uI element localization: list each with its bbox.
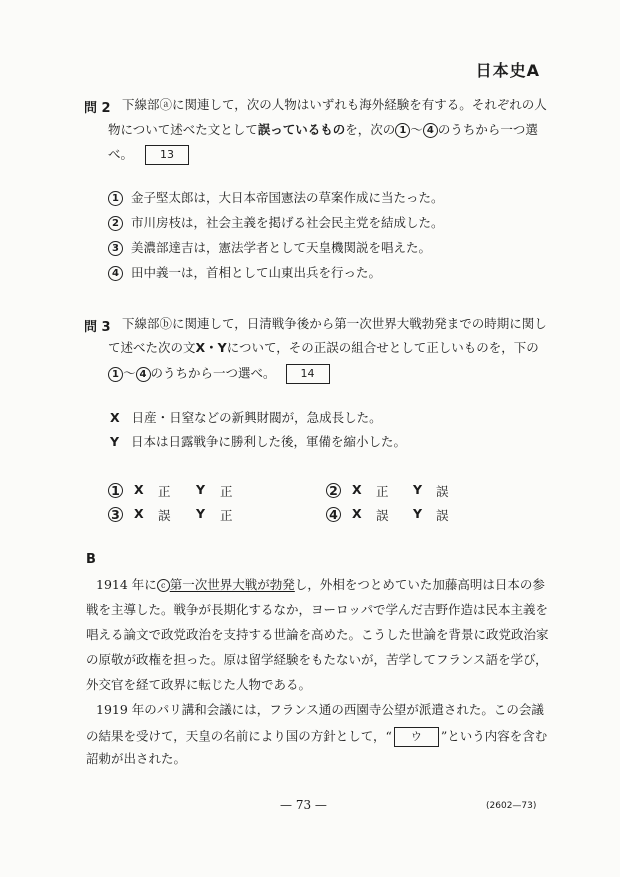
q2-option-4 [108,265,381,281]
q2-line-2e: のうちから一つ選 [437,122,538,137]
q2-emphasis: 誤っているもの [257,122,346,137]
circled-number-icon: 2 [108,216,123,231]
q3-line-1: 下線部ⓑに関連して，日清戦争後から第一次世界大戦勃発までの時期に関し [122,316,547,331]
page-code: (2602—73) [486,801,537,811]
circled-number-icon: 4 [108,266,123,281]
q2-option-text: 美濃部達吉は，憲法学者として天皇機関説を唱えた。 [130,240,431,255]
answer-box-14: 14 [286,364,330,384]
b-text: 1914 年に [96,577,157,592]
b-para2-line2 [86,727,547,747]
b-para1-line3: 唱える論文で政党政治を支持する世論を高めた。こうした世論を背景に政党政治家 [86,627,549,642]
b-text: し，外相をつとめていた加藤高明は日本の参 [294,577,545,592]
b-para1-line4: の原敬が政権を担った。原は留学経験をもたないが，苦学してフランス語を学び， [86,652,548,667]
q3-line-2 [108,340,539,356]
page-number: — 73 — [280,798,327,812]
circled-number-icon: 1 [108,483,123,498]
statement-text: 日産・日窒などの新興財閥が，急成長した。 [131,410,382,425]
q2-line-2 [108,122,538,138]
circled-1-icon: 1 [108,367,123,382]
choice-y-label: Y [196,506,206,521]
choice-y-label: Y [413,506,423,521]
statement-text: 日本は日露戦争に勝利した後，軍備を縮小した。 [130,434,406,449]
q2-line-2c: を，次の [345,122,396,137]
blank-box-u: ウ [394,727,439,747]
q2-line-3 [108,145,189,165]
q2-option-2 [108,215,443,231]
q3-line-2c: について，その正誤の組合せとして正しいものを，下の [226,340,539,355]
q3-statement-y [110,434,406,450]
q2-option-text: 市川房枝は，社会主義を掲げる社会民主党を結成した。 [130,215,444,230]
choice-x-value: 誤 [158,508,171,523]
b-para2-line1: 1919 年のパリ講和会議には，フランス通の西園寺公望が派遣された。この会議 [96,702,544,717]
q3-statement-x [110,410,382,426]
b-text: ”という内容を含む [440,728,548,744]
q2-option-1 [108,190,443,206]
circled-1-icon: 1 [395,123,410,138]
choice-x-label: X [352,482,362,497]
q3-line-3b: のうちから一つ選べ。 [150,365,276,381]
circled-number-icon: 4 [326,507,341,522]
b-para1-line5: 外交官を経て政界に転じた人物である。 [86,677,312,692]
q2-option-text: 金子堅太郎は，大日本帝国憲法の草案作成に当たった。 [130,190,444,205]
q2-line-3-text: べ。 [108,146,134,162]
circled-number-icon: 1 [108,191,123,206]
choice-y-label: Y [196,482,206,497]
choice-x-value: 正 [158,484,171,499]
q2-tilde: ～ [410,122,423,137]
underline-c: 第一次世界大戦が勃発 [169,577,295,592]
b-para2-line3: 詔勅が出された。 [86,751,187,766]
choice-x-value: 誤 [376,508,389,523]
statement-key: X [110,410,120,425]
q3-line-3 [108,364,330,384]
choice-x-label: X [134,506,144,521]
statement-key: Y [110,434,120,449]
choice-x-label: X [352,506,362,521]
q2-option-text: 田中義一は，首相として山東出兵を行った。 [130,265,381,280]
choice-x-value: 正 [376,484,389,499]
circled-4-icon: 4 [136,367,151,382]
answer-box-13: 13 [145,145,189,165]
choice-y-value: 正 [220,484,233,499]
circled-c-icon: c [157,579,170,592]
question-3-label: 問 3 [84,320,111,335]
circled-number-icon: 3 [108,241,123,256]
choice-y-value: 誤 [436,484,449,499]
q2-line-1: 下線部ⓐに関連して，次の人物はいずれも海外経験を有する。それぞれの人 [122,97,547,112]
choice-y-value: 正 [220,508,233,523]
q2-option-3 [108,240,431,256]
subject-header: 日本史A [475,61,540,80]
b-text: の結果を受けて，天皇の名前により国の方針として，“ [86,728,392,744]
b-para1-line1 [96,577,545,593]
circled-4-icon: 4 [423,123,438,138]
b-para1-line2: 戦を主導した。戦争が長期化するなか，ヨーロッパで学んだ吉野作造は民本主義を [86,602,549,617]
q2-line-2a: 物について述べた文として [108,122,258,137]
choice-y-label: Y [413,482,423,497]
section-b-title: B [86,552,96,567]
circled-number-icon: 2 [326,483,341,498]
choice-y-value: 誤 [436,508,449,523]
question-2-label: 問 2 [84,101,111,116]
circled-number-icon: 3 [108,507,123,522]
q3-xy: X・Y [195,340,227,355]
choice-x-label: X [134,482,144,497]
q3-tilde: ～ [123,365,136,381]
q3-line-2a: て述べた次の文 [108,340,196,355]
